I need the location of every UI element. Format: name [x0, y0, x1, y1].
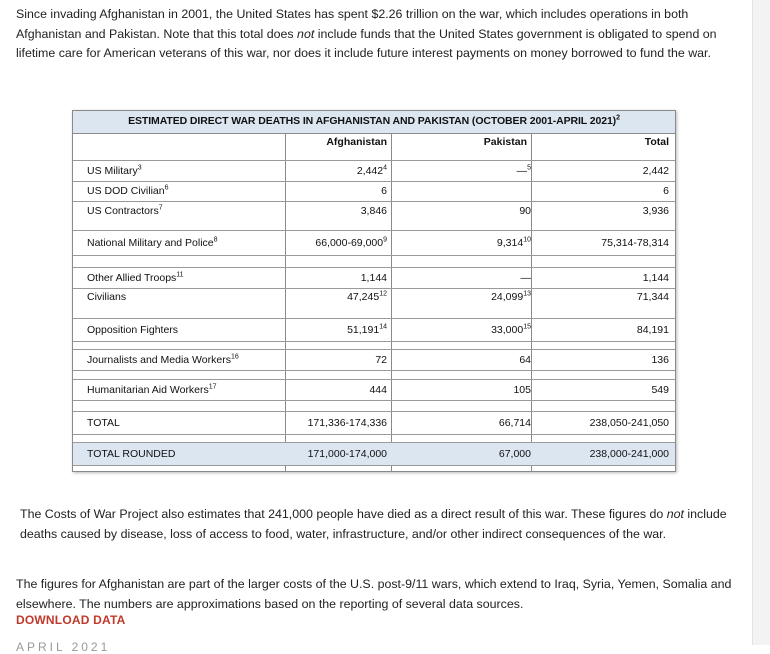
table-row: [73, 379, 675, 401]
cell-total: 84,191: [636, 324, 669, 336]
cell-pakistan: 24,099$^{13}$: [491, 290, 531, 303]
table-row: [73, 411, 675, 435]
row-label: Humanitarian Aid Workers$^{17}$: [87, 383, 217, 396]
row-label: US Military$^3$: [87, 164, 142, 177]
table-title: ESTIMATED DIRECT WAR DEATHS IN AFGHANISTAN AND PAKISTAN (OCTOBER 2001-APRIL 2021)$^2$: [73, 111, 675, 134]
cell-pakistan: 66,714: [498, 417, 531, 429]
cell-pakistan: 67,000: [498, 448, 531, 460]
table-row: [73, 201, 675, 221]
cell-afghanistan: 444: [369, 384, 387, 396]
cell-pakistan: —: [520, 272, 531, 284]
cell-pakistan: 64: [519, 354, 531, 366]
cell-pakistan: 9,314$^{10}$: [496, 236, 531, 249]
estimate-paragraph: The Costs of War Project also estimates that 241,000 people have died as a direct result of this war. These figures do not include deaths caused by disease, loss of access to food, water, infrastructure, and/or other indirect consequences of the war.: [20, 507, 727, 541]
page-right-margin: [752, 0, 770, 645]
footnote-marker: 6: [164, 184, 169, 192]
table-row: [73, 161, 675, 181]
row-label: US Contractors$^7$: [87, 204, 163, 217]
footnote-marker: 9: [383, 236, 387, 244]
footnote-marker: 16: [230, 353, 239, 361]
cell-total: 549: [651, 384, 669, 396]
table-row: [73, 267, 675, 289]
cell-pakistan: 105: [513, 384, 531, 396]
footnote-marker: 8: [213, 236, 218, 244]
cell-total: 3,936: [642, 205, 669, 217]
column-header-total: Total: [644, 136, 669, 148]
footnote-marker: 4: [383, 164, 387, 172]
row-label: Journalists and Media Workers$^{16}$: [87, 353, 239, 366]
row-label: National Military and Police$^8$: [87, 236, 218, 249]
cell-pakistan: —$^5$: [516, 164, 531, 177]
cell-total: 1,144: [642, 272, 669, 284]
war-deaths-table-image: [72, 110, 676, 472]
footnote-marker: 10: [523, 236, 531, 244]
table-row: [73, 318, 675, 342]
cut-off-date-text: APRIL 2021: [16, 640, 111, 654]
cell-afghanistan: 171,336-174,336: [307, 417, 387, 429]
cell-afghanistan: 171,000-174,000: [307, 448, 387, 460]
column-header-afghanistan: Afghanistan: [326, 136, 387, 148]
cell-total: 238,000-241,000: [589, 448, 669, 460]
cell-total: 71,344: [636, 291, 669, 303]
footnote-marker: 11: [176, 271, 184, 279]
download-data-link[interactable]: DOWNLOAD DATA: [16, 613, 126, 627]
table-row: [73, 287, 675, 307]
footnote-marker: 15: [523, 323, 531, 331]
cell-total: 75,314-78,314: [601, 237, 669, 249]
cell-pakistan: 90: [519, 205, 531, 217]
cell-total: 2,442: [642, 165, 669, 177]
row-label: Opposition Fighters: [87, 324, 179, 336]
footnote-marker: 17: [208, 383, 217, 391]
cell-afghanistan: 1,144: [360, 272, 387, 284]
footnote-marker: 12: [379, 290, 387, 298]
row-label: TOTAL ROUNDED: [87, 448, 176, 460]
cell-total: 238,050-241,050: [589, 417, 669, 429]
cell-total: 6: [663, 185, 669, 197]
footnote-marker: 13: [523, 290, 531, 298]
cell-total: 136: [651, 354, 669, 366]
cell-afghanistan: 47,245$^{12}$: [347, 290, 387, 303]
footnote-marker: 7: [158, 204, 163, 212]
cell-afghanistan: 6: [381, 185, 387, 197]
footnote-marker: 14: [379, 323, 387, 331]
cell-afghanistan: 51,191$^{14}$: [347, 323, 387, 336]
row-rule: [73, 201, 675, 202]
footnote-marker: 3: [137, 164, 142, 172]
cell-pakistan: 33,000$^{15}$: [491, 323, 531, 336]
table-row: [73, 349, 675, 371]
cell-afghanistan: 3,846: [360, 205, 387, 217]
row-label: TOTAL: [87, 417, 120, 429]
cell-afghanistan: 72: [375, 354, 387, 366]
sources-paragraph: The figures for Afghanistan are part of the larger costs of the U.S. post-9/11 wars, which extend to Iraq, Syria, Yemen, Somalia and elsewhere. The numbers are approximations based on the reporting of several data sources.: [16, 577, 732, 611]
column-header-pakistan: Pakistan: [483, 136, 527, 148]
cell-afghanistan: 2,442$^4$: [356, 164, 387, 177]
intro-paragraph: Since invading Afghanistan in 2001, the United States has spent $2.26 trillion on the war, which includes operations in both Afghanistan and Pakistan. Note that this total does not include funds that the United States government is obligated to spend on lifetime care for American veterans of this war, nor does it include future interest payments on money borrowed to fund the war.: [16, 7, 717, 60]
footnote-marker: 5: [527, 164, 531, 172]
table-row: [73, 442, 675, 466]
row-label: US DOD Civilian$^6$: [87, 184, 169, 197]
row-rule: [73, 181, 675, 182]
table-row: [73, 230, 675, 256]
row-label: Civilians: [87, 291, 127, 303]
table-row: [73, 181, 675, 201]
cell-afghanistan: 66,000-69,000$^9$: [315, 236, 387, 249]
row-label: Other Allied Troops$^{11}$: [87, 271, 184, 284]
